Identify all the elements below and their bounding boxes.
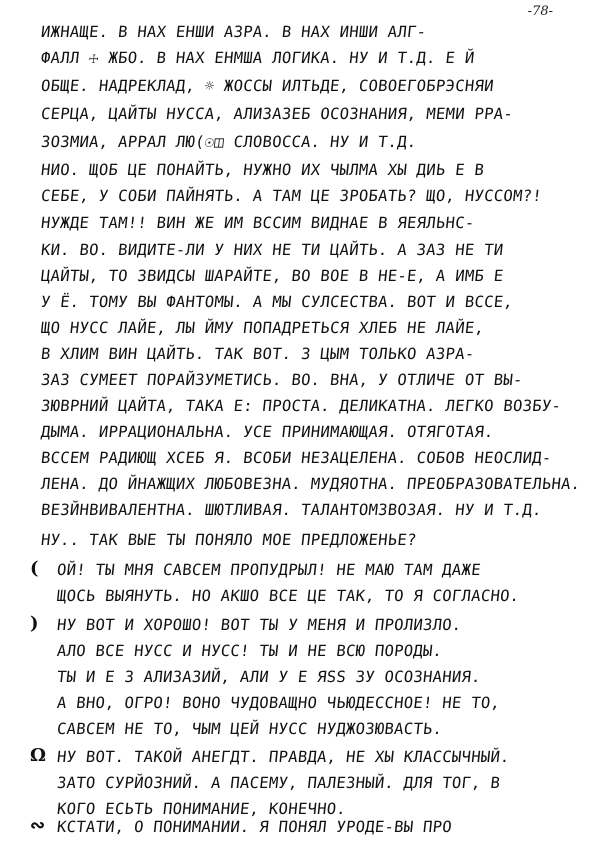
text-line: ДЫМА. ИРРАЦИОНАЛЬНА. УСЕ ПРИНИМАЮЩАЯ. ОТЯГОТАЯ.	[40, 423, 495, 441]
text-line: У Ё. ТОМУ ВЫ ФАНТОМЫ. А МЫ СУЛСЕСТВА. ВОТ И ВССЕ,	[40, 293, 514, 311]
text-line: ЩО НУСС ЛАЙЕ, ЛЫ ЙМУ ПОПАДРЕТЬСЯ ХЛЕБ НЕ ЛАЙЕ,	[40, 319, 486, 337]
text-line: В ХЛИМ ВИН ЦАЙТЬ. ТАК ВОТ. З ЦЫМ ТОЛЬКО АЗРА-	[40, 345, 476, 363]
dialogue-marker: (	[30, 558, 39, 579]
text-line: АЛО ВСЕ НУСС И НУСС! ТЫ И НЕ ВСЮ ПОРОДЫ.	[56, 642, 444, 660]
text-line: ЦАЙТЫ, ТО ЗВИДСЫ ШАРАЙТЕ, ВО ВОЕ В НЕ-Е, А ИМБ Е	[40, 267, 505, 285]
text-line: НУЖДЕ ТАМ!! ВИН ЖЕ ИМ ВССИМ ВИДНАЕ В ЯЕЯЛЬНС-	[40, 214, 476, 232]
text-line: НУ ВОТ И ХОРОШО! ВОТ ТЫ У МЕНЯ И ПРОЛИЗЛО.	[56, 616, 463, 634]
text-line: ЗОЗМИА, АРРАЛ ЛЮ(☉◫ СЛОВОССА. НУ И Т.Д.	[40, 133, 418, 151]
text-line: СЕРЦА, ЦАЙТЫ НУССА, АЛИЗАЗЕБ ОСОЗНАНИЯ, МЕМИ РРА-	[40, 105, 514, 123]
text-line: ОЙ! ТЫ МНЯ САВСЕМ ПРОПУДРЫЛ! НЕ МАЮ ТАМ ДАЖЕ	[56, 561, 482, 579]
text-line: ТЫ И Е З АЛИЗАЗИЙ, АЛИ У Е ЯЅЅ ЗУ ОСОЗНАНИЯ.	[56, 668, 482, 686]
text-line: КОГО ЕСЬТЬ ПОНИМАНИЕ, КОНЕЧНО.	[56, 800, 347, 818]
dialogue-marker: Ω	[30, 745, 47, 766]
text-line: ЛЕНА. ДО ЙНАЖЩИХ ЛЮБОВЕЗНА. МУДЯОТНА. ПРЕОБРАЗОВАТЕЛЬНА.	[40, 475, 582, 493]
text-line: КИ. ВО. ВИДИТЕ-ЛИ У НИХ НЕ ТИ ЦАЙТЬ. А ЗАЗ НЕ ТИ	[40, 241, 505, 259]
text-line: СЕБЕ, У СОБИ ПАЙНЯТЬ. А ТАМ ЦЕ ЗРОБАТЬ? ЩО, НУССОМ?!	[40, 187, 543, 205]
page-number: -78-	[527, 4, 553, 19]
text-line: ЗАТО СУРЙОЗНИЙ. А ПАСЕМУ, ПАЛЕЗНЫЙ. ДЛЯ ТОГ, В	[56, 774, 502, 792]
text-line: ЗЮВРНИЙ ЦАЙТА, ТАКА Е: ПРОСТА. ДЕЛИКАТНА. ЛЕГКО ВОЗБУ-	[40, 397, 563, 415]
text-line: САВСЕМ НЕ ТО, ЧЫМ ЦЕЙ НУСС НУДЖОЗЮВАСТЬ.	[56, 720, 444, 738]
text-line: ВССЕМ РАДИЮЩ ХСЕБ Я. ВСОБИ НЕЗАЦЕЛЕНА. СОБОВ НЕОСЛИД-	[40, 449, 553, 467]
text-line: КСТАТИ, О ПОНИМАНИИ. Я ПОНЯЛ УРОДЕ-ВЫ ПРО	[56, 818, 453, 836]
text-line: НУ ВОТ. ТАКОЙ АНЕГДТ. ПРАВДА, НЕ ХЫ КЛАССЫЧНЫЙ.	[56, 748, 511, 766]
text-line: ЩОСЬ ВЫЯНУТЬ. НО АКШО ВСЕ ЦЕ ТАК, ТО Я СОГЛАСНО.	[56, 587, 521, 605]
dialogue-marker: )	[30, 613, 39, 634]
text-line: А ВНО, ОГРО! ВОНО ЧУДОВАЩНО ЧЬЮДЕССНОЕ! НЕ ТО,	[56, 694, 502, 712]
text-line: НУ.. ТАК ВЫЕ ТЫ ПОНЯЛО МОЕ ПРЕДЛОЖЕНЬЕ?	[40, 531, 418, 549]
text-line: ИЖНАЩЕ. В НАХ ЕНШИ АЗРА. В НАХ ИНШИ АЛГ-	[40, 23, 428, 41]
text-line: НИО. ЩОБ ЦЕ ПОНАЙТЬ, НУЖНО ИХ ЧЫЛМА ХЫ ДИЬ Е В	[40, 161, 486, 179]
text-line: ЗАЗ СУМЕЕТ ПОРАЙЗУМЕТИСЬ. ВО. ВНА, У ОТЛИЧЕ ОТ ВЫ-	[40, 371, 524, 389]
text-line: ФАЛЛ ☩ ЖБО. В НАХ ЕНМША ЛОГИКА. НУ И Т.Д. Е Й	[40, 49, 476, 67]
dialogue-marker: ∾	[30, 815, 46, 836]
text-line: ОБЩЕ. НАДРЕКЛАД, ☼ ЖОССЫ ИЛТЬДЕ, СОВОЕГОБРЭСНЯИ	[40, 77, 495, 95]
text-line: ВЕЗЙНВИВАЛЕНТНА. ШЮТЛИВАЯ. ТАЛАНТОМЗВОЗАЯ. НУ И Т.Д.	[40, 501, 543, 519]
